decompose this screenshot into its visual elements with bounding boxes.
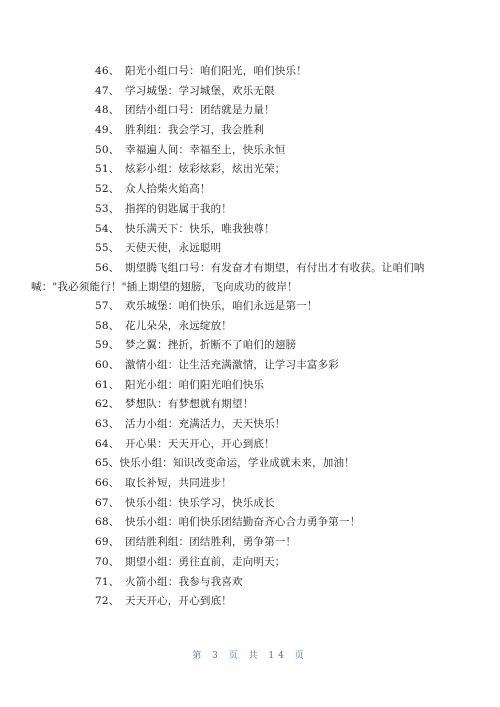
list-item	[95, 180, 435, 200]
list-item	[31, 259, 435, 297]
list-item	[95, 297, 435, 317]
item-number: 47、	[95, 84, 120, 97]
item-text: 欢乐城堡：咱们快乐，咱们永远是第一！	[125, 299, 318, 312]
item-text: 学习城堡：学习城堡，欢乐无限	[125, 84, 275, 97]
item-number: 63、	[95, 418, 120, 430]
page-footer	[0, 648, 500, 661]
list-item	[95, 356, 435, 376]
list-item	[95, 101, 435, 121]
item-text: 众人拾柴火焰高！	[125, 183, 211, 196]
item-text: 天天开心，开心到底！	[125, 595, 232, 608]
item-text: 快乐小组：快乐学习，快乐成长	[125, 496, 275, 509]
item-text: 快乐小组：咱们快乐团结勤奋齐心合力勇争第一！	[125, 516, 361, 529]
list-item	[95, 533, 435, 553]
item-text: 梦想队：有梦想就有期望！	[125, 398, 254, 411]
page-number-indicator: 第 3 页 共 14 页	[192, 651, 308, 661]
item-number: 67、	[95, 496, 120, 509]
item-text: 幸福遍人间：幸福至上，快乐永恒	[125, 143, 286, 156]
item-number: 46、	[95, 65, 120, 77]
list-item	[95, 513, 435, 533]
item-number: 58、	[95, 319, 120, 332]
item-text: 开心果：天天开心，开心到底！	[125, 437, 275, 450]
list-item	[95, 200, 435, 220]
item-number: 66、	[95, 477, 120, 490]
item-text-continued: 喊："我必须能行！"插上期望的翅膀，飞向成功的彼岸！	[31, 280, 298, 293]
item-text: 期望腾飞组口号：有发奋才有期望，有付出才有收获。让咱们呐	[125, 261, 425, 274]
item-number: 54、	[95, 222, 120, 235]
list-item	[95, 239, 435, 259]
item-text: 激情小组：让生活充满激情，让学习丰富多彩	[125, 358, 339, 371]
item-text: 阳光小组：咱们阳光咱们快乐	[125, 378, 265, 391]
item-text: 活力小组：充满活力，天天快乐！	[125, 418, 286, 430]
item-text: 指挥的钥匙属于我的！	[125, 202, 232, 215]
item-text: 阳光小组口号：咱们阳光，咱们快乐！	[125, 65, 307, 77]
list-item	[95, 141, 435, 161]
list-item	[95, 62, 435, 82]
list-item	[95, 573, 435, 593]
item-number: 69、	[95, 536, 120, 549]
item-text: 天使天使，永远聪明	[125, 242, 222, 255]
item-number: 52、	[95, 183, 120, 196]
list-item	[95, 494, 435, 514]
list-item	[95, 415, 435, 435]
list-item	[95, 317, 435, 337]
item-text: 梦之翼：挫折，折断不了咱们的翅膀	[125, 339, 297, 352]
item-number: 61、	[95, 378, 120, 391]
item-number: 51、	[95, 163, 120, 176]
list-item	[95, 435, 435, 455]
item-number: 53、	[95, 202, 120, 215]
list-item	[95, 82, 435, 102]
list-item	[95, 160, 435, 180]
item-text: 团结胜利组：团结胜利，勇争第一！	[125, 536, 297, 549]
item-number: 56、	[95, 261, 120, 274]
list-item	[95, 553, 435, 573]
item-number: 72、	[95, 595, 120, 608]
list-item	[95, 395, 435, 415]
item-number: 60、	[95, 358, 120, 371]
list-item	[95, 592, 435, 612]
item-number: 55、	[95, 242, 120, 255]
slogan-list	[31, 62, 435, 612]
item-text: 快乐满天下：快乐，唯我独尊！	[125, 222, 275, 235]
item-text: 期望小组：勇往直前，走向明天；	[125, 555, 286, 568]
item-number: 71、	[95, 575, 120, 588]
list-item	[95, 376, 435, 396]
item-number: 59、	[95, 339, 120, 352]
item-text: 团结小组口号：团结就是力量！	[125, 104, 275, 117]
item-number: 70、	[95, 555, 120, 568]
item-text: 炫彩小组：炫彩炫彩，炫出光荣；	[125, 163, 286, 176]
list-item	[95, 454, 435, 474]
item-number: 65、	[95, 457, 120, 470]
item-number: 64、	[95, 437, 120, 450]
item-number: 50、	[95, 143, 120, 156]
item-text: 花儿朵朵，永远绽放！	[125, 319, 232, 332]
item-number: 49、	[95, 124, 120, 137]
item-text: 取长补短，共同进步！	[125, 477, 232, 490]
item-number: 68、	[95, 516, 120, 529]
item-number: 62、	[95, 398, 120, 411]
list-item	[95, 474, 435, 494]
list-item	[95, 220, 435, 240]
item-text: 胜利组：我会学习，我会胜利	[125, 124, 265, 137]
item-text: 火箭小组：我参与我喜欢	[125, 575, 243, 588]
item-number: 57、	[95, 299, 120, 312]
item-number: 48、	[95, 104, 120, 117]
list-item	[95, 336, 435, 356]
item-text: 快乐小组：知识改变命运，学业成就未来，加油！	[119, 457, 355, 470]
list-item	[95, 121, 435, 141]
